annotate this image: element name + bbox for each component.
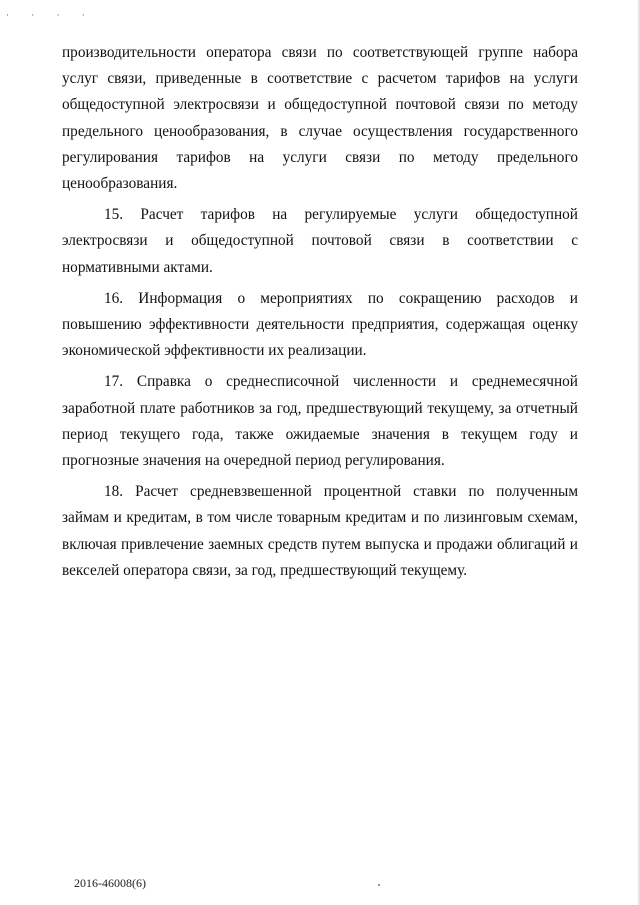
document-registration-code: 2016-46008(6) bbox=[74, 876, 146, 890]
scan-corner-marks: · · · · bbox=[6, 10, 95, 20]
document-body bbox=[62, 40, 578, 584]
paragraph-item-17: 17. Справка о среднесписочной численности и среднемесячной заработной плате работников за год, предшествующий текущему, за отчетный период текущего года, также ожидаемые значения в текущем году и прогнозные значения на очередной период регулирования. bbox=[62, 373, 578, 470]
paragraph-item-16: 16. Информация о мероприятиях по сокращению расходов и повышению эффективности деятельности предприятия, содержащая оценку экономической эффективности их реализации. bbox=[62, 289, 578, 360]
paragraph-item-18: 18. Расчет средневзвешенной процентной ставки по полученным займам и кредитам, в том числе товарным кредитам и по лизинговым схемам, включая привлечение заемных средств путем выпуска и продажи облигаций и векселей оператора связи, за год, предшествующий текущему. bbox=[62, 483, 578, 579]
paragraph-continuation: производительности оператора связи по соответствующей группе набора услуг связи, приведенные в соответствие с расчетом тарифов на услуги общедоступной электросвязи и общедоступной почтовой связи по методу предельного ценообразования, в случае осуществления государственного регулирования тарифов на услуги связи по методу предельного ценообразования. bbox=[62, 44, 578, 193]
paragraph-item-15: 15. Расчет тарифов на регулируемые услуги общедоступной электросвязи и общедоступной почтовой связи в соответствии с нормативными актами. bbox=[62, 206, 578, 276]
scan-dot bbox=[378, 884, 380, 886]
